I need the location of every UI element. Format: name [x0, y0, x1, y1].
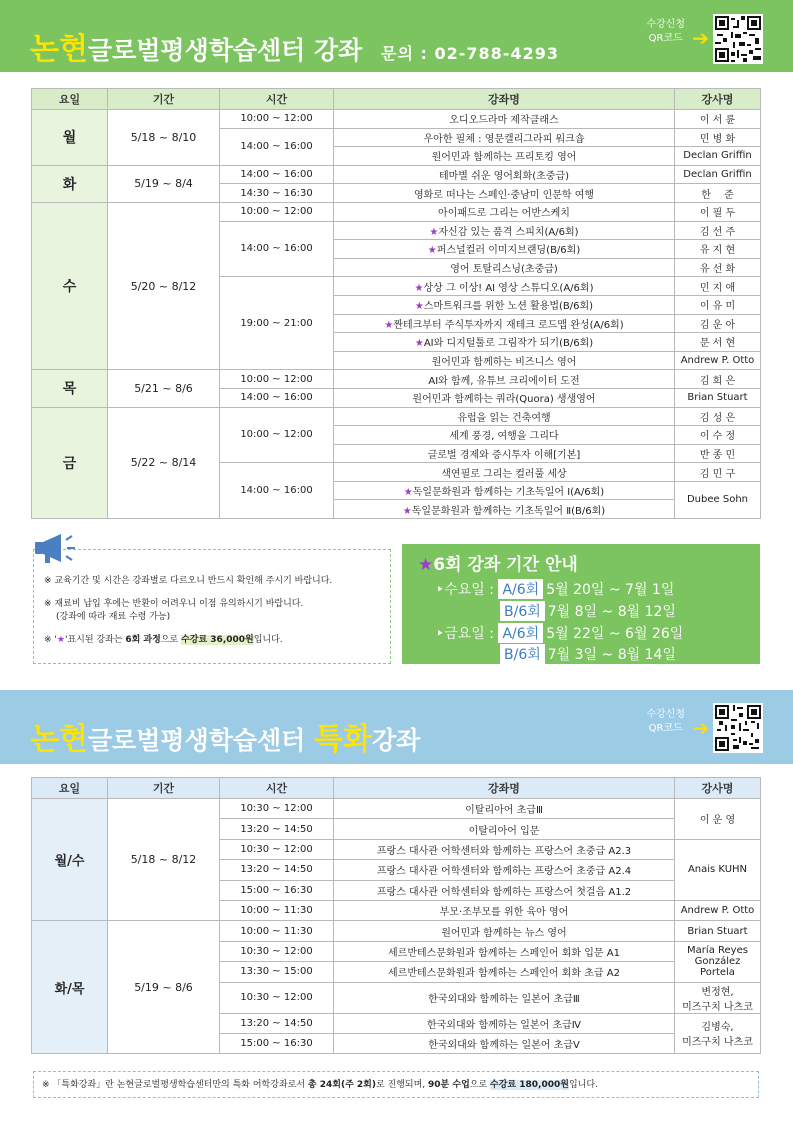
instructor-cell: 문 서 현	[675, 333, 761, 352]
guide-wed-b: B/6회 7월 8일 ~ 8월 12일	[500, 601, 676, 621]
table-header-row	[32, 89, 761, 110]
notice-1: ※ 교육기간 및 시간은 강좌별로 다르오니 반드시 확인해 주시기 바랍니다.	[44, 576, 333, 586]
instructor-cell: 반 종 민	[675, 444, 761, 463]
section1-banner	[0, 0, 793, 72]
course-cell: ★스마트워크를 위한 노션 활용법(B/6회)	[334, 295, 675, 314]
star-icon: ★	[403, 487, 413, 499]
time-cell: 19:00 ~ 21:00	[220, 277, 334, 370]
star-icon: ★	[427, 245, 437, 257]
time-cell: 10:00 ~ 12:00	[220, 202, 334, 221]
instructor-cell: 김병숙, 미즈구치 나츠코	[675, 1013, 761, 1054]
instructor-cell: Andrew P. Otto	[675, 900, 761, 920]
instructor-cell: Anais KUHN	[675, 839, 761, 900]
course-cell: 한국외대와 함께하는 일본어 초급Ⅴ	[334, 1033, 675, 1053]
time-cell: 10:00 ~ 12:00	[220, 407, 334, 463]
instructor-cell: 김 민 구	[675, 463, 761, 482]
time-cell: 14:30 ~ 16:30	[220, 184, 334, 203]
arrow-icon: ➔	[692, 26, 709, 50]
guide-wed-a: ‣수요일 : A/6회 5월 20일 ~ 7월 1일	[436, 579, 674, 599]
instructor-cell: 변정현, 미즈구치 나츠코	[675, 982, 761, 1013]
period-cell: 5/19 ~ 8/6	[108, 921, 220, 1054]
course-cell: ★자신감 있는 품격 스피치(A/6회)	[334, 221, 675, 240]
instructor-cell: 이 수 정	[675, 426, 761, 445]
schedule-table-special	[31, 777, 761, 1054]
schedule-table-general	[31, 88, 761, 519]
contact-phone: 문의 : 02-788-4293	[381, 44, 559, 63]
table-row	[32, 202, 761, 221]
instructor-cell: 김 희 은	[675, 370, 761, 389]
time-cell: 14:00 ~ 16:00	[220, 128, 334, 165]
instructor-cell: 이 유 미	[675, 295, 761, 314]
table-row	[32, 799, 761, 819]
section1-title: 논현글로벌평생학습센터 강좌 문의 : 02-788-4293	[30, 32, 559, 67]
course-cell: 글로벌 경제와 증시투자 이해[기본]	[334, 444, 675, 463]
time-cell: 15:00 ~ 16:30	[220, 1033, 334, 1053]
star-icon: ★	[414, 282, 424, 294]
time-cell: 10:00 ~ 12:00	[220, 370, 334, 389]
header-period: 기간	[108, 89, 220, 110]
course-cell: ★독일문화원과 함께하는 기초독일어 Ⅱ(B/6회)	[334, 500, 675, 519]
period-cell: 5/22 ~ 8/14	[108, 407, 220, 519]
course-cell: 오디오드라마 제작클래스	[334, 110, 675, 129]
guide-fri-b: B/6회 7월 3일 ~ 8월 14일	[500, 644, 676, 664]
course-cell: ★상상 그 이상! AI 영상 스튜디오(A/6회)	[334, 277, 675, 296]
header-instructor: 강사명	[675, 89, 761, 110]
instructor-cell: Andrew P. Otto	[675, 351, 761, 370]
instructor-cell: 이 서 륜	[675, 110, 761, 129]
course-cell: 세르반테스문화원과 함께하는 스페인어 회화 입문 A1	[334, 941, 675, 961]
instructor-cell: 민 병 화	[675, 128, 761, 147]
course-cell: ★퍼스널컬러 이미지브랜딩(B/6회)	[334, 240, 675, 259]
time-cell: 14:00 ~ 16:00	[220, 221, 334, 277]
course-cell: ★AI와 디지털툴로 그림작가 되기(B/6회)	[334, 333, 675, 352]
period-cell: 5/18 ~ 8/12	[108, 799, 220, 921]
time-cell: 14:00 ~ 16:00	[220, 388, 334, 407]
notice-2-sub: (강좌에 따라 재료 수령 가능)	[56, 612, 171, 622]
table-row	[32, 165, 761, 184]
section2-title: 논현글로벌평생학습센터 특화강좌	[30, 722, 421, 757]
course-cell: 아이패드로 그리는 어반스케치	[334, 202, 675, 221]
header-day: 요일	[32, 778, 108, 799]
course-cell: 프랑스 대사관 어학센터와 함께하는 프랑스어 초중급 A2.4	[334, 860, 675, 880]
table-row	[32, 407, 761, 426]
course-cell: 원어민과 함께하는 비즈니스 영어	[334, 351, 675, 370]
star-icon: ★	[56, 635, 65, 645]
instructor-cell: 유 지 현	[675, 240, 761, 259]
time-cell: 10:00 ~ 11:30	[220, 900, 334, 920]
star-icon: ★	[402, 505, 412, 517]
instructor-cell: 이 필 두	[675, 202, 761, 221]
time-cell: 15:00 ~ 16:30	[220, 880, 334, 900]
instructor-cell: Dubee Sohn	[675, 481, 761, 518]
time-cell: 10:30 ~ 12:00	[220, 982, 334, 1013]
day-cell: 금	[32, 407, 108, 519]
time-cell: 10:00 ~ 12:00	[220, 110, 334, 129]
header-time: 시간	[220, 89, 334, 110]
arrow-icon: ➔	[692, 716, 709, 740]
course-cell: 유럽을 읽는 건축여행	[334, 407, 675, 426]
day-cell: 화/목	[32, 921, 108, 1054]
course-cell: 우아한 필체 : 영문캘리그라피 워크숍	[334, 128, 675, 147]
period-cell: 5/21 ~ 8/6	[108, 370, 220, 407]
course-cell: ★짠테크부터 주식투자까지 재테크 로드맵 완성(A/6회)	[334, 314, 675, 333]
instructor-cell: 이 운 영	[675, 799, 761, 840]
course-cell: 한국외대와 함께하는 일본어 초급Ⅲ	[334, 982, 675, 1013]
six-session-guide	[402, 544, 760, 664]
time-cell: 10:30 ~ 12:00	[220, 839, 334, 859]
time-cell: 14:00 ~ 16:00	[220, 463, 334, 519]
course-cell: 원어민과 함께하는 뉴스 영어	[334, 921, 675, 941]
header-course: 강좌명	[334, 89, 675, 110]
guide-title: ★6회 강좌 기간 안내	[418, 555, 578, 575]
course-cell: 이탈리아어 입문	[334, 819, 675, 839]
course-cell: 영화로 떠나는 스페인·중남미 인문학 여행	[334, 184, 675, 203]
qr-code[interactable]	[713, 14, 763, 64]
day-cell: 월	[32, 110, 108, 166]
time-cell: 13:20 ~ 14:50	[220, 1013, 334, 1033]
course-cell: ★독일문화원과 함께하는 기초독일어 Ⅰ(A/6회)	[334, 481, 675, 500]
course-cell: 프랑스 대사관 어학센터와 함께하는 프랑스어 초중급 A2.3	[334, 839, 675, 859]
instructor-cell: Declan Griffin	[675, 147, 761, 166]
time-cell: 10:00 ~ 11:30	[220, 921, 334, 941]
table-row	[32, 921, 761, 941]
qr-label: 수강신청 QR코드	[646, 709, 685, 734]
day-cell: 화	[32, 165, 108, 202]
section2-banner	[0, 690, 793, 764]
table-header-row	[32, 778, 761, 799]
period-cell: 5/18 ~ 8/10	[108, 110, 220, 166]
special-course-footnote: ※ 「특화강좌」란 논현글로벌평생학습센터만의 특화 어학강좌로서 총 24회(주 2회)로 진행되며, 90분 수업으로 수강료 180,000원입니다.	[33, 1071, 759, 1098]
header-time: 시간	[220, 778, 334, 799]
star-icon: ★	[414, 338, 424, 350]
time-cell: 13:30 ~ 15:00	[220, 962, 334, 982]
instructor-cell: 김 선 주	[675, 221, 761, 240]
star-icon: ★	[414, 301, 424, 313]
day-cell: 수	[32, 202, 108, 369]
megaphone-icon	[33, 530, 89, 570]
table-row	[32, 370, 761, 389]
instructor-cell: 김 성 은	[675, 407, 761, 426]
instructor-cell: María Reyes González Portela	[675, 941, 761, 982]
guide-fri-a: ‣금요일 : A/6회 5월 22일 ~ 6월 26일	[436, 623, 683, 643]
course-cell: 테마별 쉬운 영어회화(초중급)	[334, 165, 675, 184]
course-cell: 색연필로 그리는 컬러풀 세상	[334, 463, 675, 482]
day-cell: 목	[32, 370, 108, 407]
time-cell: 10:30 ~ 12:00	[220, 941, 334, 961]
course-cell: 부모·조부모를 위한 육아 영어	[334, 900, 675, 920]
header-instructor: 강사명	[675, 778, 761, 799]
star-icon: ★	[418, 555, 434, 575]
course-cell: 한국외대와 함께하는 일본어 초급Ⅳ	[334, 1013, 675, 1033]
time-cell: 13:20 ~ 14:50	[220, 819, 334, 839]
time-cell: 14:00 ~ 16:00	[220, 165, 334, 184]
time-cell: 13:20 ~ 14:50	[220, 860, 334, 880]
instructor-cell: 민 지 애	[675, 277, 761, 296]
star-icon: ★	[384, 319, 394, 331]
instructor-cell: Declan Griffin	[675, 165, 761, 184]
course-cell: 원어민과 함께하는 프리토킹 영어	[334, 147, 675, 166]
header-course: 강좌명	[334, 778, 675, 799]
period-cell: 5/19 ~ 8/4	[108, 165, 220, 202]
instructor-cell: 김 운 아	[675, 314, 761, 333]
course-cell: AI와 함께, 유튜브 크리에이터 도전	[334, 370, 675, 389]
star-icon: ★	[429, 226, 439, 238]
notice-3: ※ '★'표시된 강좌는 6회 과정으로 수강료 36,000원입니다.	[44, 635, 283, 645]
course-cell: 프랑스 대사관 어학센터와 함께하는 프랑스어 첫걸음 A1.2	[334, 880, 675, 900]
instructor-cell: 유 선 화	[675, 258, 761, 277]
table-row	[32, 110, 761, 129]
period-cell: 5/20 ~ 8/12	[108, 202, 220, 369]
course-cell: 세르반테스문화원과 함께하는 스페인어 회화 초급 A2	[334, 962, 675, 982]
qr-code[interactable]	[713, 703, 763, 753]
day-cell: 월/수	[32, 799, 108, 921]
instructor-cell: Brian Stuart	[675, 921, 761, 941]
instructor-cell: 한 준	[675, 184, 761, 203]
notice-2: ※ 재료비 납입 후에는 반환이 어려우니 이점 유의하시기 바랍니다.	[44, 599, 304, 609]
course-cell: 영어 토탈리스닝(초중급)	[334, 258, 675, 277]
course-cell: 세계 풍경, 여행을 그리다	[334, 426, 675, 445]
course-cell: 원어민과 함께하는 쿼라(Quora) 생생영어	[334, 388, 675, 407]
time-cell: 10:30 ~ 12:00	[220, 799, 334, 819]
course-cell: 이탈리아어 초급Ⅲ	[334, 799, 675, 819]
qr-label: 수강신청 QR코드	[646, 19, 685, 44]
header-day: 요일	[32, 89, 108, 110]
header-period: 기간	[108, 778, 220, 799]
instructor-cell: Brian Stuart	[675, 388, 761, 407]
